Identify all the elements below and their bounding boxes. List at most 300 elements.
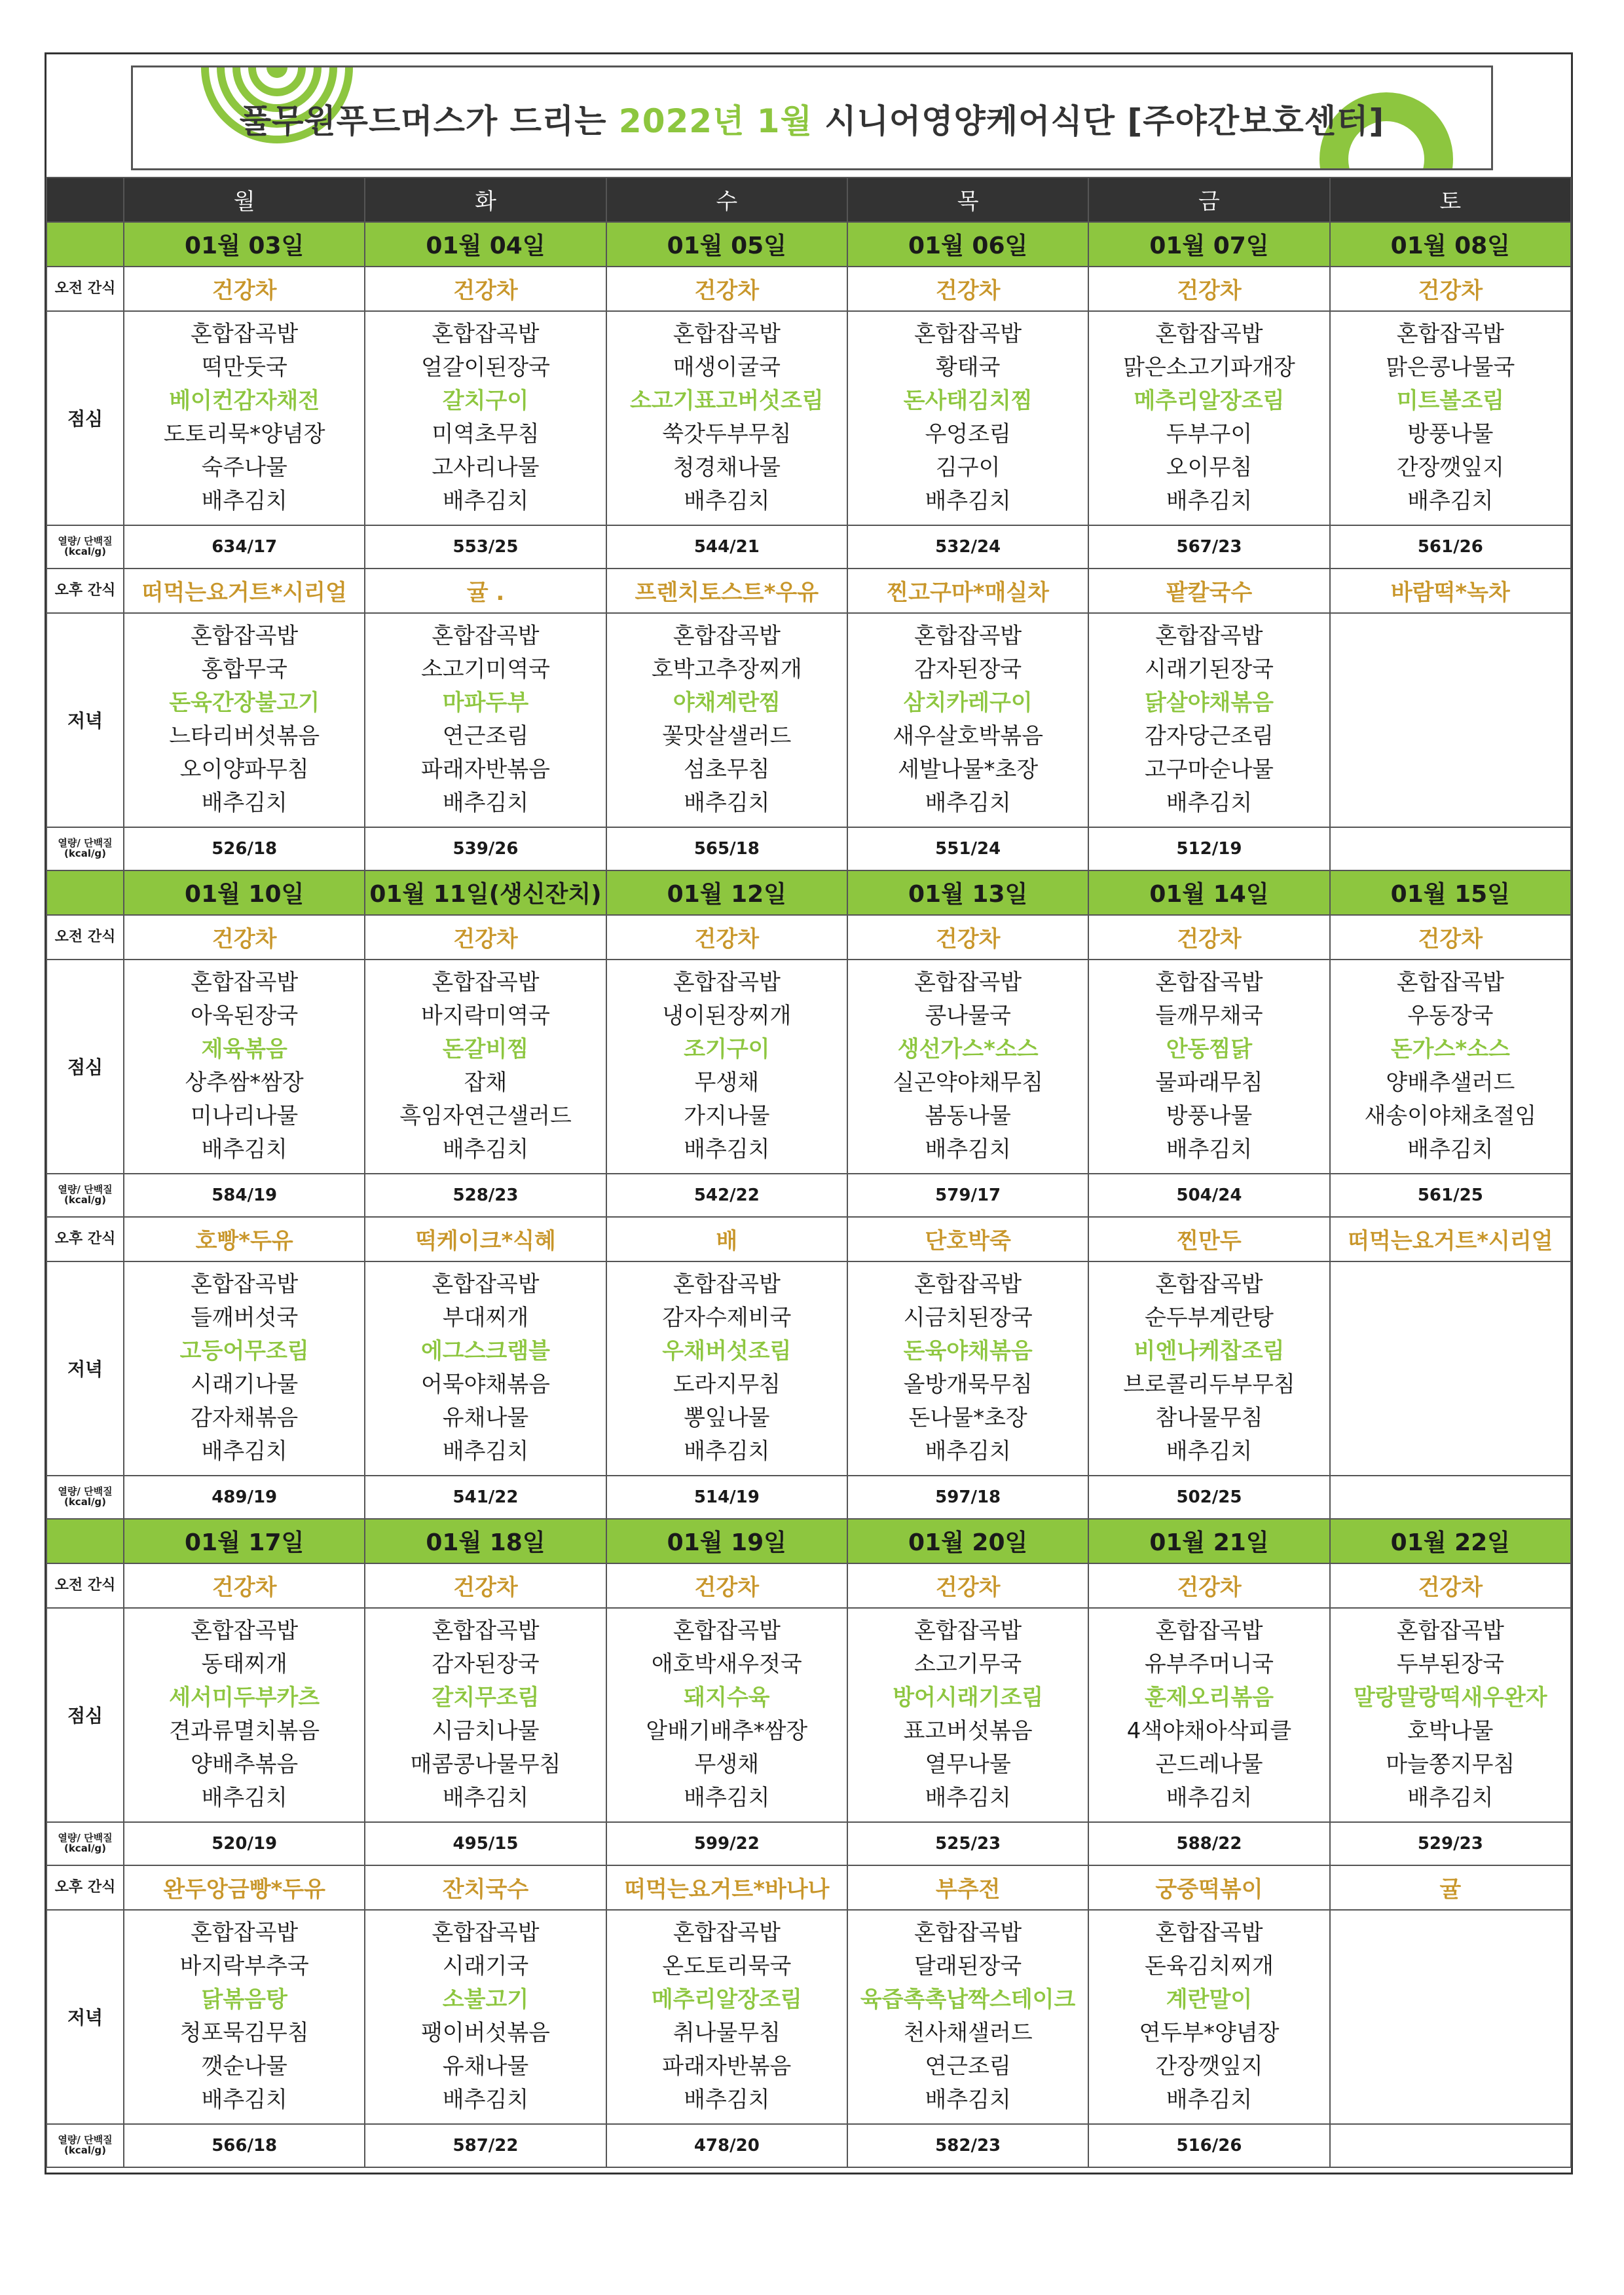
menu-item: 매콤콩나물무침 [410,1751,561,1778]
menu-item: 혼합잡곡밥 [1155,1920,1263,1947]
main-dish: 닭살야채볶음 [1144,690,1274,717]
menu-item: 연근조림 [925,2053,1011,2080]
date-row-corner [46,222,124,267]
kcal-protein-cell: 579/17 [847,1174,1088,1217]
menu-item: 혼합잡곡밥 [914,623,1022,650]
menu-item: 배추김치 [1166,1785,1253,1812]
dinner-row [46,1910,1571,2124]
lunch-cell [124,960,365,1174]
menu-item: 청포묵김무침 [179,2020,309,2047]
dinner-cell [847,613,1088,827]
menu-item: 시래기국 [442,1953,529,1980]
kcal-protein-cell: 551/24 [847,827,1088,870]
menu-item: 양배추볶음 [191,1751,299,1778]
menu-item: 혼합잡곡밥 [1155,1618,1263,1645]
menu-item: 시래기된장국 [1144,656,1274,683]
main-dish: 조기구이 [684,1036,770,1063]
menu-item: 배추김치 [442,488,529,515]
menu-item: 물파래무침 [1155,1070,1263,1096]
main-dish: 삼치카레구이 [903,690,1033,717]
weekday-label: 토 [1330,177,1571,222]
menu-item: 혼합잡곡밥 [191,1618,299,1645]
menu-item: 배추김치 [1166,790,1253,817]
am-snack-row [46,267,1571,311]
lunch-cell [365,311,606,525]
menu-item: 청경채나물 [673,455,781,481]
pm-snack-cell: 귤 . [365,569,606,613]
main-dish: 생선가스*소스 [897,1036,1039,1063]
lunch-cell [606,960,847,1174]
menu-item: 간장깻잎지 [1155,2053,1263,2080]
dinner-kcal-row [46,827,1571,870]
kcal-protein-cell: 516/26 [1088,2124,1329,2167]
menu-item: 미나리나물 [191,1103,299,1130]
menu-item: 열무나물 [925,1751,1011,1778]
dinner-row [46,1261,1571,1476]
dinner-cell [124,1910,365,2124]
weekday-label: 수 [606,177,847,222]
am-snack-cell: 건강차 [365,267,606,311]
am-snack-cell: 건강차 [124,1563,365,1608]
row-label-dinner: 저녁 [46,613,124,827]
kcal-protein-cell [1330,2124,1571,2167]
menu-item: 혼합잡곡밥 [673,1271,781,1298]
kcal-protein-cell [1330,1476,1571,1519]
title-banner [131,65,1493,170]
lunch-cell [606,311,847,525]
main-dish: 갈치무조림 [432,1685,540,1711]
dinner-row [46,613,1571,827]
menu-item: 배추김치 [925,2087,1011,2114]
row-label-pm-snack: 오후 간식 [46,569,124,613]
menu-item: 배추김치 [442,2087,529,2114]
pm-snack-cell: 팥칼국수 [1088,569,1329,613]
menu-item: 혼합잡곡밥 [432,969,540,996]
date-row [46,222,1571,267]
lunch-cell [847,1608,1088,1822]
menu-item: 배추김치 [1166,488,1253,515]
menu-item: 파래자반볶음 [662,2053,792,2080]
row-label-kcal: 열량/ 단백질 (kcal/g) [46,2124,124,2167]
kcal-protein-cell: 525/23 [847,1822,1088,1865]
am-snack-cell: 건강차 [606,1563,847,1608]
row-label-am-snack: 오전 간식 [46,267,124,311]
menu-item: 황태국 [935,354,1001,381]
menu-item: 콩나물국 [925,1003,1011,1030]
kcal-protein-cell: 544/21 [606,525,847,569]
menu-item: 배추김치 [442,1785,529,1812]
menu-item: 배추김치 [925,1438,1011,1465]
menu-item: 애호박새우젓국 [651,1651,802,1678]
kcal-protein-cell: 512/19 [1088,827,1329,870]
main-dish: 마파두부 [442,690,529,717]
main-dish: 베이컨감자채전 [169,388,320,415]
date-cell: 01월 18일 [365,1519,606,1563]
menu-item: 혼합잡곡밥 [1155,623,1263,650]
kcal-protein-cell: 520/19 [124,1822,365,1865]
menu-item: 실곤약야채무침 [893,1070,1044,1096]
menu-item: 배추김치 [1166,1136,1253,1163]
menu-item: 혼합잡곡밥 [914,969,1022,996]
menu-item: 미역초무침 [432,421,540,448]
menu-item: 혼합잡곡밥 [432,1618,540,1645]
date-cell: 01월 15일 [1330,870,1571,915]
am-snack-cell: 건강차 [1088,915,1329,960]
menu-item: 배추김치 [201,1136,287,1163]
menu-item: 세발나물*초장 [898,756,1039,783]
menu-item: 취나물무침 [673,2020,781,2047]
main-dish: 육즙촉촉납짝스테이크 [860,1987,1076,2013]
menu-item: 감자당근조림 [1144,723,1274,750]
menu-item: 배추김치 [684,488,770,515]
menu-item: 유채나물 [442,2053,529,2080]
menu-item: 배추김치 [442,1438,529,1465]
main-dish: 돈가스*소스 [1390,1036,1510,1063]
menu-item: 혼합잡곡밥 [673,1618,781,1645]
date-cell: 01월 07일 [1088,222,1329,267]
menu-item: 배추김치 [684,1785,770,1812]
menu-item: 깻순나물 [201,2053,287,2080]
main-dish: 우채버섯조림 [662,1338,792,1365]
kcal-protein-cell: 567/23 [1088,525,1329,569]
menu-item: 배추김치 [925,488,1011,515]
date-cell: 01월 05일 [606,222,847,267]
am-snack-cell: 건강차 [606,915,847,960]
am-snack-cell: 건강차 [1330,267,1571,311]
row-label-kcal: 열량/ 단백질 (kcal/g) [46,525,124,569]
main-dish: 갈치구이 [442,388,529,415]
main-dish: 비엔나케찹조림 [1134,1338,1285,1365]
am-snack-cell: 건강차 [1088,267,1329,311]
menu-item: 연근조림 [442,723,529,750]
menu-item: 봄동나물 [925,1103,1011,1130]
menu-item: 배추김치 [201,1785,287,1812]
menu-item: 우동장국 [1407,1003,1494,1030]
row-label-kcal: 열량/ 단백질 (kcal/g) [46,827,124,870]
lunch-cell [1330,311,1571,525]
kcal-protein-cell: 588/22 [1088,1822,1329,1865]
menu-item: 방풍나물 [1166,1103,1253,1130]
header-corner [46,177,124,222]
menu-item: 혼합잡곡밥 [432,321,540,348]
dinner-cell [365,1261,606,1476]
am-snack-cell: 건강차 [365,915,606,960]
lunch-cell [1088,1608,1329,1822]
menu-item: 혼합잡곡밥 [432,623,540,650]
dinner-cell [124,1261,365,1476]
main-dish: 야채계란찜 [673,690,781,717]
menu-item: 바지락부추국 [179,1953,309,1980]
menu-item: 배추김치 [201,2087,287,2114]
main-dish: 소불고기 [442,1987,529,2013]
menu-item: 바지락미역국 [420,1003,551,1030]
menu-item: 양배추샐러드 [1386,1070,1515,1096]
menu-item: 참나물무침 [1155,1405,1263,1432]
menu-item: 순두부계란탕 [1144,1305,1274,1332]
menu-item: 부대찌개 [442,1305,529,1332]
menu-item: 혼합잡곡밥 [673,969,781,996]
main-dish: 계란말이 [1166,1987,1253,2013]
date-cell: 01월 11일(생신잔치) [365,870,606,915]
menu-item: 아욱된장국 [191,1003,299,1030]
lunch-cell [847,311,1088,525]
row-label-kcal: 열량/ 단백질 (kcal/g) [46,1822,124,1865]
menu-item: 혼합잡곡밥 [1155,969,1263,996]
menu-item: 유부주머니국 [1144,1651,1274,1678]
menu-item: 얼갈이된장국 [420,354,551,381]
menu-item: 무생채 [694,1751,760,1778]
menu-item: 호박나물 [1407,1718,1494,1745]
menu-item: 배추김치 [684,1136,770,1163]
dinner-cell [847,1261,1088,1476]
menu-item: 브로콜리두부무침 [1123,1371,1295,1398]
am-snack-cell: 건강차 [124,915,365,960]
menu-item: 올방개묵무침 [903,1371,1033,1398]
am-snack-row [46,915,1571,960]
menu-item: 배추김치 [684,2087,770,2114]
kcal-protein-cell: 539/26 [365,827,606,870]
lunch-cell [606,1608,847,1822]
date-cell: 01월 03일 [124,222,365,267]
am-snack-cell: 건강차 [847,1563,1088,1608]
kcal-protein-cell: 587/22 [365,2124,606,2167]
menu-item: 배추김치 [442,790,529,817]
page-title: 풀무원푸드머스가 드리는 2022년 1월 시니어영양케어식단 [주야간보호센터] [239,102,1385,140]
kcal-protein-cell: 634/17 [124,525,365,569]
menu-item: 잡채 [464,1070,507,1096]
menu-item: 연두부*양념장 [1139,2020,1280,2047]
row-label-kcal: 열량/ 단백질 (kcal/g) [46,1476,124,1519]
kcal-protein-cell: 553/25 [365,525,606,569]
menu-item: 혼합잡곡밥 [914,1920,1022,1947]
lunch-cell [1088,311,1329,525]
lunch-kcal-row [46,1174,1571,1217]
weekday-label: 월 [124,177,365,222]
date-cell: 01월 08일 [1330,222,1571,267]
menu-item: 도토리묵*양념장 [163,421,325,448]
menu-item: 혼합잡곡밥 [432,1271,540,1298]
menu-item: 배추김치 [1407,488,1494,515]
row-label-am-snack: 오전 간식 [46,915,124,960]
menu-item: 시금치나물 [432,1718,540,1745]
date-cell: 01월 20일 [847,1519,1088,1563]
pm-snack-row [46,569,1571,613]
menu-item: 온도토리묵국 [662,1953,792,1980]
menu-item: 간장깻잎지 [1396,455,1504,481]
date-cell: 01월 13일 [847,870,1088,915]
menu-item: 배추김치 [201,790,287,817]
menu-item: 알배기배추*쌈장 [646,1718,808,1745]
menu-item: 유채나물 [442,1405,529,1432]
main-dish: 메추리알장조림 [1134,388,1285,415]
dinner-cell [847,1910,1088,2124]
row-label-pm-snack: 오후 간식 [46,1217,124,1261]
menu-item: 혼합잡곡밥 [914,1618,1022,1645]
dinner-cell [606,1261,847,1476]
menu-item: 배추김치 [1407,1136,1494,1163]
kcal-protein-cell: 504/24 [1088,1174,1329,1217]
am-snack-cell: 건강차 [365,1563,606,1608]
date-cell: 01월 10일 [124,870,365,915]
menu-item: 쑥갓두부무침 [662,421,792,448]
kcal-protein-cell: 582/23 [847,2124,1088,2167]
menu-item: 파래자반볶음 [420,756,551,783]
dinner-cell [1330,613,1571,827]
dinner-cell [1330,1910,1571,2124]
kcal-protein-cell: 566/18 [124,2124,365,2167]
date-row-corner [46,870,124,915]
kcal-protein-cell: 599/22 [606,1822,847,1865]
kcal-protein-cell: 478/20 [606,2124,847,2167]
lunch-cell [365,960,606,1174]
menu-item: 들깨버섯국 [191,1305,299,1332]
row-label-dinner: 저녁 [46,1910,124,2124]
kcal-protein-cell: 489/19 [124,1476,365,1519]
main-dish: 돼지수육 [684,1685,770,1711]
lunch-row [46,1608,1571,1822]
menu-item: 혼합잡곡밥 [673,1920,781,1947]
date-cell: 01월 22일 [1330,1519,1571,1563]
pm-snack-cell: 귤 [1330,1865,1571,1910]
menu-item: 소고기미역국 [420,656,551,683]
menu-item: 혼합잡곡밥 [191,1920,299,1947]
weekday-label: 목 [847,177,1088,222]
menu-item: 감자수제비국 [662,1305,792,1332]
date-row-corner [46,1519,124,1563]
date-row [46,870,1571,915]
menu-item: 배추김치 [1407,1785,1494,1812]
dinner-cell [1330,1261,1571,1476]
kcal-protein-cell: 561/25 [1330,1174,1571,1217]
row-label-pm-snack: 오후 간식 [46,1865,124,1910]
kcal-protein-cell: 541/22 [365,1476,606,1519]
kcal-protein-cell: 526/18 [124,827,365,870]
menu-item: 방풍나물 [1407,421,1494,448]
lunch-cell [847,960,1088,1174]
menu-item: 도라지무침 [673,1371,781,1398]
menu-item: 곤드레나물 [1155,1751,1263,1778]
menu-item: 혼합잡곡밥 [673,321,781,348]
menu-item: 팽이버섯볶음 [420,2020,551,2047]
lunch-cell [1088,960,1329,1174]
am-snack-cell: 건강차 [1088,1563,1329,1608]
kcal-protein-cell: 597/18 [847,1476,1088,1519]
am-snack-cell: 건강차 [1330,1563,1571,1608]
am-snack-cell: 건강차 [606,267,847,311]
kcal-protein-cell: 542/22 [606,1174,847,1217]
main-dish: 돈갈비찜 [442,1036,529,1063]
menu-item: 시금치된장국 [903,1305,1033,1332]
menu-item: 흑임자연근샐러드 [399,1103,572,1130]
menu-item: 배추김치 [201,1438,287,1465]
menu-item: 냉이된장찌개 [662,1003,792,1030]
dinner-kcal-row [46,1476,1571,1519]
menu-item: 새우살호박볶음 [893,723,1044,750]
pm-snack-cell: 떠먹는요거트*시리얼 [1330,1217,1571,1261]
menu-item: 무생채 [694,1070,760,1096]
main-dish: 세서미두부카츠 [169,1685,320,1711]
menu-item: 꽃맛살샐러드 [662,723,792,750]
menu-item: 새송이야채초절임 [1364,1103,1537,1130]
menu-item: 혼합잡곡밥 [914,1271,1022,1298]
date-cell: 01월 04일 [365,222,606,267]
menu-item: 고사리나물 [432,455,540,481]
row-label-lunch: 점심 [46,960,124,1174]
menu-item: 동태찌개 [201,1651,287,1678]
pm-snack-cell: 찐고구마*매실차 [847,569,1088,613]
pm-snack-cell: 호빵*두유 [124,1217,365,1261]
main-dish: 돈육야채볶음 [903,1338,1033,1365]
menu-item: 맑은소고기파개장 [1123,354,1295,381]
lunch-cell [124,311,365,525]
dinner-cell [1088,1910,1329,2124]
menu-item: 우엉조림 [925,421,1011,448]
dinner-cell [1088,1261,1329,1476]
main-dish: 안동찜닭 [1166,1036,1253,1063]
date-cell: 01월 12일 [606,870,847,915]
date-cell: 01월 06일 [847,222,1088,267]
main-dish: 소고기표고버섯조림 [630,388,824,415]
menu-item: 배추김치 [684,790,770,817]
pm-snack-cell: 잔치국수 [365,1865,606,1910]
lunch-kcal-row [46,1822,1571,1865]
menu-item: 혼합잡곡밥 [1396,1618,1504,1645]
menu-item: 배추김치 [1166,1438,1253,1465]
menu-item: 뽕잎나물 [684,1405,770,1432]
main-dish: 방어시래기조림 [893,1685,1044,1711]
menu-item: 달래된장국 [914,1953,1022,1980]
kcal-protein-cell: 584/19 [124,1174,365,1217]
main-dish: 훈제오리볶음 [1144,1685,1274,1711]
menu-item: 들깨무채국 [1155,1003,1263,1030]
am-snack-cell: 건강차 [124,267,365,311]
menu-item: 감자채볶음 [191,1405,299,1432]
menu-item: 표고버섯볶음 [903,1718,1033,1745]
menu-item: 배추김치 [442,1136,529,1163]
date-cell: 01월 19일 [606,1519,847,1563]
pm-snack-cell: 바람떡*녹차 [1330,569,1571,613]
pm-snack-cell: 단호박죽 [847,1217,1088,1261]
am-snack-cell: 건강차 [1330,915,1571,960]
dinner-cell [124,613,365,827]
menu-item: 느타리버섯볶음 [169,723,320,750]
menu-item: 매생이굴국 [673,354,781,381]
kcal-protein-cell: 532/24 [847,525,1088,569]
menu-item: 돈육김치찌개 [1144,1953,1274,1980]
row-label-kcal: 열량/ 단백질 (kcal/g) [46,1174,124,1217]
main-dish: 돈사태김치찜 [903,388,1033,415]
menu-item: 가지나물 [684,1103,770,1130]
dinner-cell [606,1910,847,2124]
pm-snack-cell: 찐만두 [1088,1217,1329,1261]
kcal-protein-cell: 495/15 [365,1822,606,1865]
kcal-protein-cell: 514/19 [606,1476,847,1519]
lunch-kcal-row [46,525,1571,569]
kcal-protein-cell: 502/25 [1088,1476,1329,1519]
menu-table [46,177,1572,2168]
menu-item: 숙주나물 [201,455,287,481]
pm-snack-cell: 완두앙금빵*두유 [124,1865,365,1910]
menu-item: 혼합잡곡밥 [914,321,1022,348]
main-dish: 제육볶음 [201,1036,287,1063]
date-cell: 01월 21일 [1088,1519,1329,1563]
menu-item: 돈나물*초장 [908,1405,1027,1432]
am-snack-cell: 건강차 [847,915,1088,960]
menu-item: 혼합잡곡밥 [673,623,781,650]
menu-item: 호박고추장찌개 [651,656,802,683]
menu-item: 마늘쫑지무침 [1386,1751,1515,1778]
menu-item: 배추김치 [201,488,287,515]
